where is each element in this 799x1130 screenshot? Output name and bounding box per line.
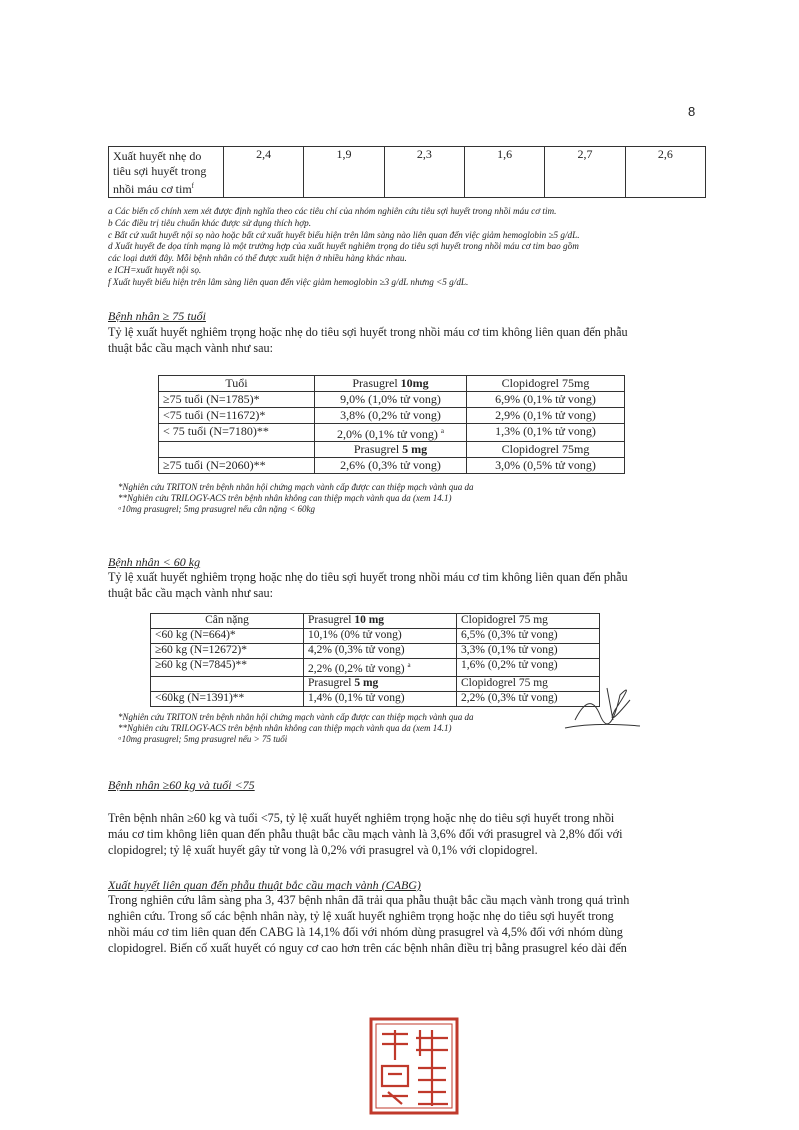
note-line: e ICH=xuất huyết nội sọ. [108, 264, 202, 275]
table-row: < 75 tuổi (N=7180)** 2,0% (0,1% tử vong) $^a$ 1,3% (0,1% tử vong) [159, 424, 625, 442]
table-notes [108, 206, 718, 289]
table-row: <60 kg (N=664)* 10,1% (0% tử vong) 6,5% (0,3% tử vong) [151, 629, 600, 644]
section-heading-age: Bệnh nhân ≥ 75 tuổi [108, 309, 206, 323]
row-label: Xuất huyết nhẹ do tiêu sợi huyết trong nhồi máu cơ tim$^f$ [109, 147, 224, 198]
table-row: ≥60 kg (N=12672)* 4,2% (0,3% tử vong) 3,3% (0,1% tử vong) [151, 644, 600, 659]
table-cell: 2,3 [384, 147, 464, 198]
note-line: f Xuất huyết biểu hiện trên lâm sàng liên quan đến việc giảm hemoglobin ≥3 g/dL nhưng <5 g/dL. [108, 276, 469, 287]
page-number: 8 [688, 104, 696, 119]
section-paragraph: Tỷ lệ xuất huyết nghiêm trọng hoặc nhẹ do tiêu sợi huyết trong nhồi máu cơ tim không liên quan đến phẫu thuật bắc cầu mạch vành như sau: [108, 570, 628, 600]
header-cell: Prasugrel 10mg [315, 376, 467, 392]
signature-icon [545, 660, 645, 740]
table-row: ≥75 tuổi (N=2060)** 2,6% (0,3% tử vong) 3,0% (0,5% tử vong) [159, 458, 625, 474]
table-cell: 1,6 [464, 147, 544, 198]
header-cell: Cân nặng [151, 614, 304, 629]
table-subheader-row: Prasugrel 5 mg Clopidogrel 75 mg [151, 676, 600, 691]
header-cell: Clopidogrel 75mg [467, 376, 625, 392]
header-cell: Prasugrel 10 mg [304, 614, 457, 629]
note-line: d Xuất huyết đe dọa tính mạng là một trường hợp của xuất huyết nghiêm trọng do tiêu sợi huyết trong nhồi máu cơ tim bao gồm [108, 241, 579, 252]
table-cell: 2,7 [545, 147, 625, 198]
table-cell: 2,4 [224, 147, 304, 198]
seal-stamp-icon [368, 1016, 460, 1116]
section-paragraph: Trong nghiên cứu lâm sàng pha 3, 437 bệnh nhân đã trải qua phẫu thuật bắc cầu mạch vành trong quá trình nghiên cứu. Trong số các bệnh nhân này, tỷ lệ xuất huyết nghiêm trọng hoặc nhẹ do tiêu sợi huyết trong nhồi máu cơ tim liên quan đến CABG là 14,1% đối với nhóm dùng prasugrel và 4,5% đối với nhóm dùng clopidogrel. Biến cố xuất huyết có nguy cơ cao hơn trên các bệnh nhân điều trị bằng prasugrel kéo dài đến [108, 893, 630, 955]
table-cell: 1,9 [304, 147, 384, 198]
section-heading-weight: Bệnh nhân < 60 kg [108, 555, 201, 569]
section-paragraph: Tỷ lệ xuất huyết nghiêm trọng hoặc nhẹ do tiêu sợi huyết trong nhồi máu cơ tim không liên quan đến phẫu thuật bắc cầu mạch vành như sau: [108, 325, 628, 355]
table-header-row [159, 376, 625, 392]
note-line: c Bất cứ xuất huyết nội sọ nào hoặc bất cứ xuất huyết biểu hiện trên lâm sàng nào liên quan đến việc giảm hemoglobin ≥5 g/dL. [108, 229, 580, 240]
table-footnotes: *Nghiên cứu TRITON trên bệnh nhân hội chứng mạch vành cấp được can thiệp mạch vành qua da **Nghiên cứu TRILOGY-ACS trên bệnh nhân không can thiệp mạch vành qua da (xem 14.1) ᵃ10mg prasugrel; 5mg prasugrel nếu > 75 tuổi [118, 712, 474, 744]
table-footnotes: *Nghiên cứu TRITON trên bệnh nhân hội chứng mạch vành cấp được can thiệp mạch vành qua da **Nghiên cứu TRILOGY-ACS trên bệnh nhân không can thiệp mạch vành qua da (xem 14.1) ᵃ10mg prasugrel; 5mg prasugrel nếu cân nặng < 60kg [118, 482, 474, 514]
table-subheader-row: Prasugrel 5 mg Clopidogrel 75mg [159, 442, 625, 458]
bleeding-table-top [108, 146, 706, 198]
section-paragraph: Trên bệnh nhân ≥60 kg và tuổi <75, tỷ lệ xuất huyết nghiêm trọng hoặc nhẹ do tiêu sợi huyết trong nhồi máu cơ tim không liên quan đến phẫu thuật bắc cầu mạch vành là 3,6% đối với prasugrel và 2,8% đối với clopidogrel; tỷ lệ xuất huyết gây tử vong là 0,2% với prasugrel và 0,1% với clopidogrel. [108, 811, 623, 857]
weight-bleeding-table [150, 613, 600, 707]
header-cell: Clopidogrel 75 mg [457, 614, 600, 629]
note-line: b Các điều trị tiêu chuẩn khác được sử dụng thích hợp. [108, 217, 312, 228]
note-line: a Các biến cố chính xem xét được định nghĩa theo các tiêu chí của nhóm nghiên cứu tiêu sợi huyết trong nhồi máu cơ tim. [108, 206, 557, 216]
table-row: <75 tuổi (N=11672)* 3,8% (0,2% tử vong) 2,9% (0,1% tử vong) [159, 408, 625, 424]
header-cell: Tuổi [159, 376, 315, 392]
table-row: ≥60 kg (N=7845)** 2,2% (0,2% tử vong) $^a$ 1,6% (0,2% tử vong) [151, 659, 600, 677]
section-heading-weight-age: Bệnh nhân ≥60 kg và tuổi <75 [108, 778, 255, 792]
section-heading-cabg: Xuất huyết liên quan đến phẫu thuật bắc cầu mạch vành (CABG) [108, 878, 421, 892]
age-bleeding-table [158, 375, 625, 474]
table-row [109, 147, 706, 198]
table-cell: 2,6 [625, 147, 705, 198]
table-row: <60kg (N=1391)** 1,4% (0,1% tử vong) 2,2% (0,3% tử vong) [151, 691, 600, 706]
table-header-row [151, 614, 600, 629]
table-row: ≥75 tuổi (N=1785)* 9,0% (1,0% tử vong) 6,9% (0,1% tử vong) [159, 392, 625, 408]
note-line: các loại dưới đây. Mỗi bệnh nhân có thể được xuất hiện ở nhiều hàng khác nhau. [108, 253, 407, 264]
